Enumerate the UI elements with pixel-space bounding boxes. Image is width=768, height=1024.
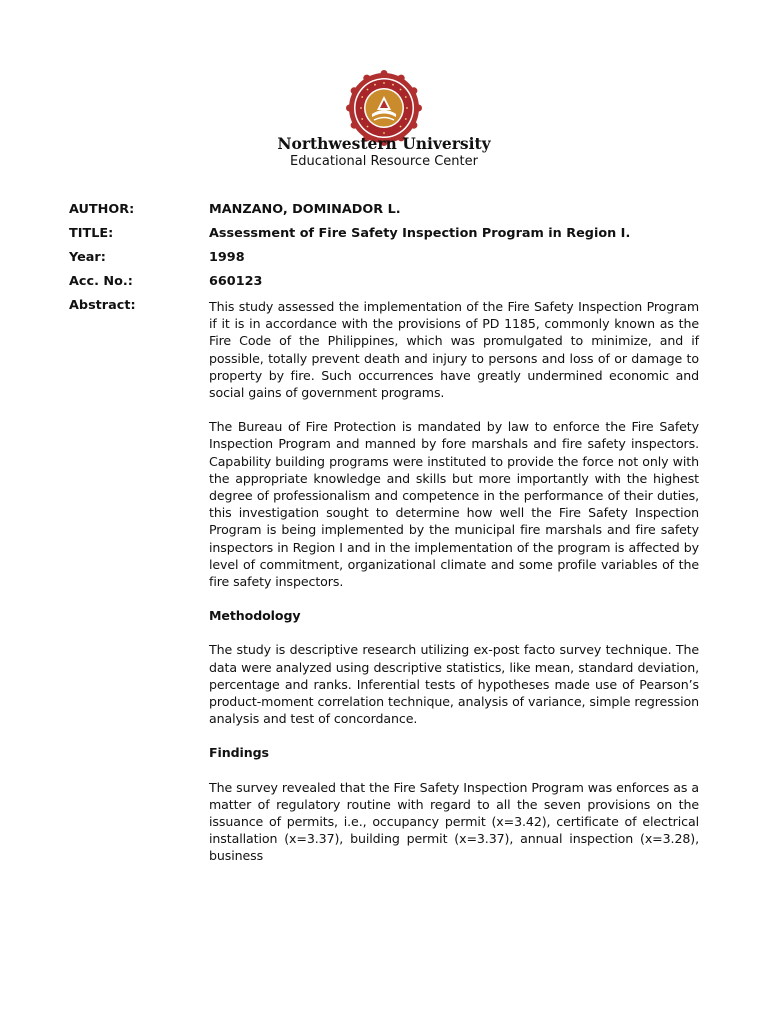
title-row [69,226,709,244]
abstract-label: Abstract: [69,298,136,313]
accession-row [69,274,709,292]
author-row [69,202,709,220]
methodology-paragraph: The study is descriptive research utilizing ex-post facto survey technique. The data were analyzed using descriptive statistics, like mean, standard deviation, percentage and ranks. Inferential tests of hypotheses made use of Pearson’s product-moment correlation technique, analysis of variance, simple regression analysis and test of concordance. [209,642,699,727]
year-value: 1998 [209,250,245,265]
title-value: Assessment of Fire Safety Inspection Program in Region I. [209,226,631,241]
findings-paragraph: The survey revealed that the Fire Safety Inspection Program was enforces as a matter of regulatory routine with regard to all the seven provisions on the issuance of permits, i.e., occupancy permit (x=3.42), certificate of electrical installation (x=3.37), building permit (x=3.37), annual inspection (x=3.28), business [209,779,699,864]
year-row [69,250,709,268]
findings-heading: Findings [209,745,269,761]
department-name: Educational Resource Center [290,154,478,169]
abstract-paragraph: This study assessed the implementation of the Fire Safety Inspection Program if it is in accordance with the provisions of PD 1185, commonly known as the Fire Code of the Philippines, which was promulgated to minimize, and if possible, totally prevent death and injury to persons and loss of or damage to property by fire. Such occurrences have greatly undermined economic and social gains of government programs. [209,299,699,401]
accession-label: Acc. No.: [69,274,133,289]
year-label: Year: [69,250,106,265]
abstract-body [209,298,699,882]
university-name: Northwestern University [277,134,491,153]
author-value: MANZANO, DOMINADOR L. [209,202,401,217]
accession-value: 660123 [209,274,263,289]
abstract-paragraph: The Bureau of Fire Protection is mandated by law to enforce the Fire Safety Inspection Program and manned by fore marshals and fire safety inspectors. Capability building programs were instituted to provide the force not only with the appropriate knowledge and skills but more importantly with the highest degree of professionalism and competence in the performance of their duties, this investigation sought to determine how well the Fire Safety Inspection Program is being implemented by the municipal fire marshals and fire safety inspectors in Region I and in the implementation of the program is affected by level of commitment, organizational climate and some profile variables of the fire safety inspectors. [209,419,699,590]
author-label: AUTHOR: [69,202,135,217]
methodology-heading: Methodology [209,608,301,624]
title-label: TITLE: [69,226,114,241]
